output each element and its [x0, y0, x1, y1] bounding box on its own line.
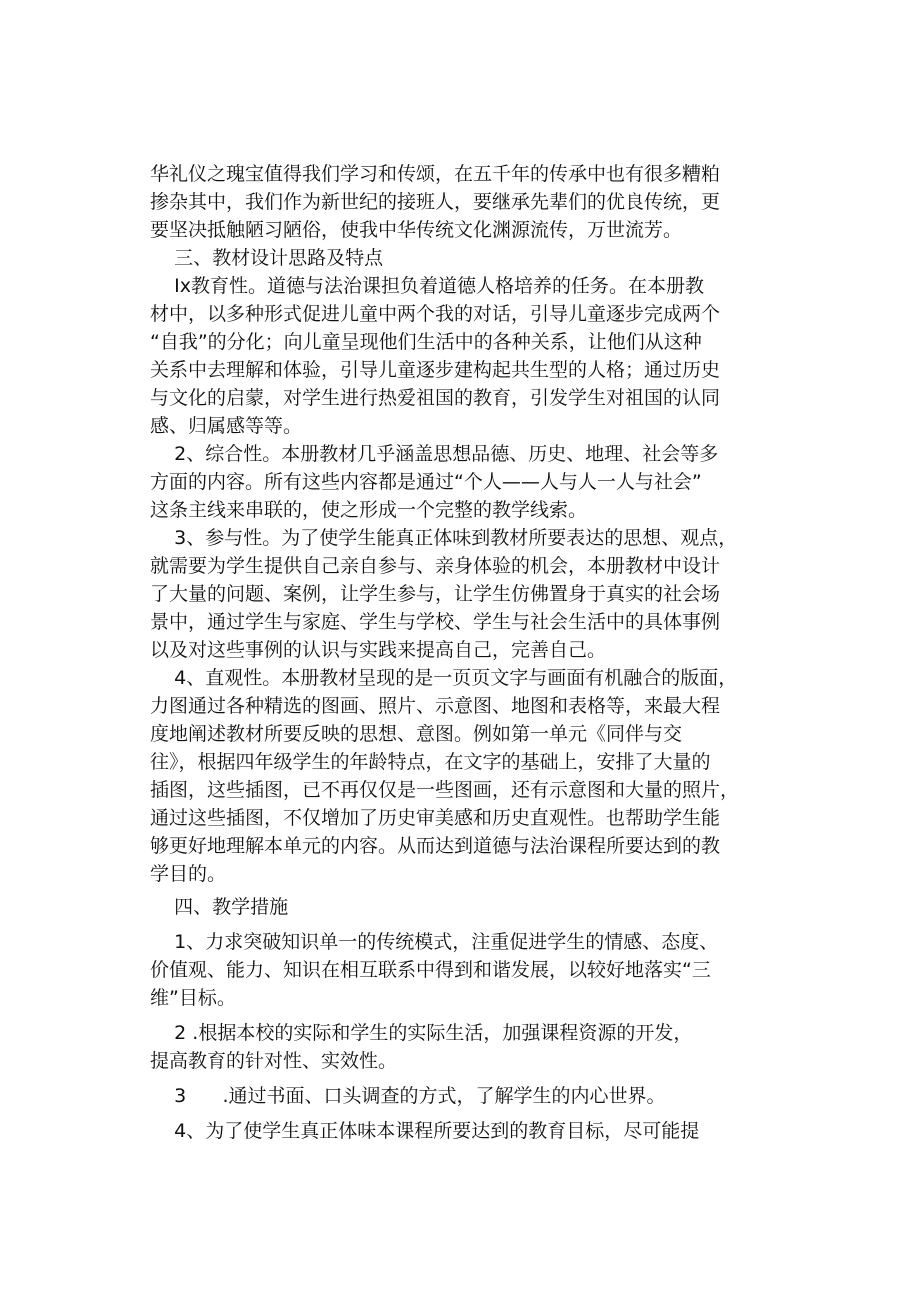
- text-line: 往》，根据四年级学生的年龄特点，在文字的基础上，安排了大量的: [150, 751, 711, 773]
- text-line: 1、力求突破知识单一的传统模式，注重促进学生的情感、态度、: [150, 931, 719, 953]
- text-line: 力图通过各种精选的图画、照片、示意图、地图和表格等，来最大程: [150, 695, 721, 717]
- text-line: 插图，这些插图，已不再仅仅是一些图画，还有示意图和大量的照片，: [150, 779, 740, 801]
- text-line: 关系中去理解和体验，引导儿童逐步建构起共生型的人格；通过历史: [150, 359, 721, 381]
- text-line: 要坚决抵触陋习陋俗，使我中华传统文化渊源流传，万世流芳。: [150, 219, 683, 241]
- text-line: 学目的。: [150, 863, 227, 885]
- text-line: 景中，通过学生与家庭、学生与学校、学生与社会生活中的具体事例: [150, 611, 721, 633]
- text-line: 2 .根据本校的实际和学生的实际生活，加强课程资源的开发，: [150, 1022, 693, 1044]
- text-line: 感、归属感等等。: [150, 415, 303, 437]
- text-line: 华礼仪之瑰宝值得我们学习和传颂，在五千年的传承中也有很多糟粕: [150, 163, 721, 185]
- text-line: 3 .通过书面、口头调查的方式，了解学生的内心世界。: [150, 1085, 666, 1107]
- text-line: 4、为了使学生真正体味本课程所要达到的教育目标，尽可能提: [150, 1120, 700, 1142]
- text-line: 3、参与性。为了使学生能真正体味到教材所要表达的思想、观点，: [150, 527, 738, 549]
- text-line: 价值观、能力、知识在相互联系中得到和谐发展，以较好地落实“三: [150, 959, 711, 981]
- text-line: 度地阐述教材所要反映的思想、意图。例如第一单元《同伴与交: [150, 723, 683, 745]
- text-line: 这条主线来串联的，使之形成一个完整的教学线索。: [150, 499, 588, 521]
- text-line: 就需要为学生提供自己亲自参与、亲身体验的机会，本册教材中设计: [150, 555, 721, 577]
- text-line: 与文化的启蒙，对学生进行热爱祖国的教育，引发学生对祖国的认同: [150, 387, 721, 409]
- text-line: Ix教育性。道德与法治课担负着道德人格培养的任务。在本册教: [150, 275, 705, 297]
- section-heading: 四、教学措施: [150, 896, 289, 918]
- text-line: 了大量的问题、案例，让学生参与，让学生仿佛置身于真实的社会场: [150, 583, 721, 605]
- text-line: 4、直观性。本册教材呈现的是一页页文字与画面有机融合的版面，: [150, 667, 738, 689]
- text-line: 维”目标。: [150, 987, 236, 1009]
- text-line: 材中，以多种形式促进儿童中两个我的对话，引导儿童逐步完成两个: [150, 303, 721, 325]
- text-line: 方面的内容。所有这些内容都是通过“个人——人与人一人与社会”: [150, 471, 702, 493]
- text-line: 提高教育的针对性、实效性。: [150, 1050, 398, 1072]
- text-line: 够更好地理解本单元的内容。从而达到道德与法治课程所要达到的教: [150, 835, 721, 857]
- text-line: “自我”的分化；向儿童呈现他们生活中的各种关系，让他们从这种: [150, 331, 702, 353]
- text-line: 以及对这些事例的认识与实践来提高自己，完善自己。: [150, 639, 607, 661]
- text-line: 掺杂其中，我们作为新世纪的接班人，要继承先辈们的优良传统，更: [150, 191, 721, 213]
- text-line: 2、综合性。本册教材几乎涵盖思想品德、历史、地理、社会等多: [150, 443, 719, 465]
- section-heading: 三、教材设计思路及特点: [150, 247, 384, 269]
- text-line: 通过这些插图，不仅增加了历史审美感和历史直观性。也帮助学生能: [150, 807, 721, 829]
